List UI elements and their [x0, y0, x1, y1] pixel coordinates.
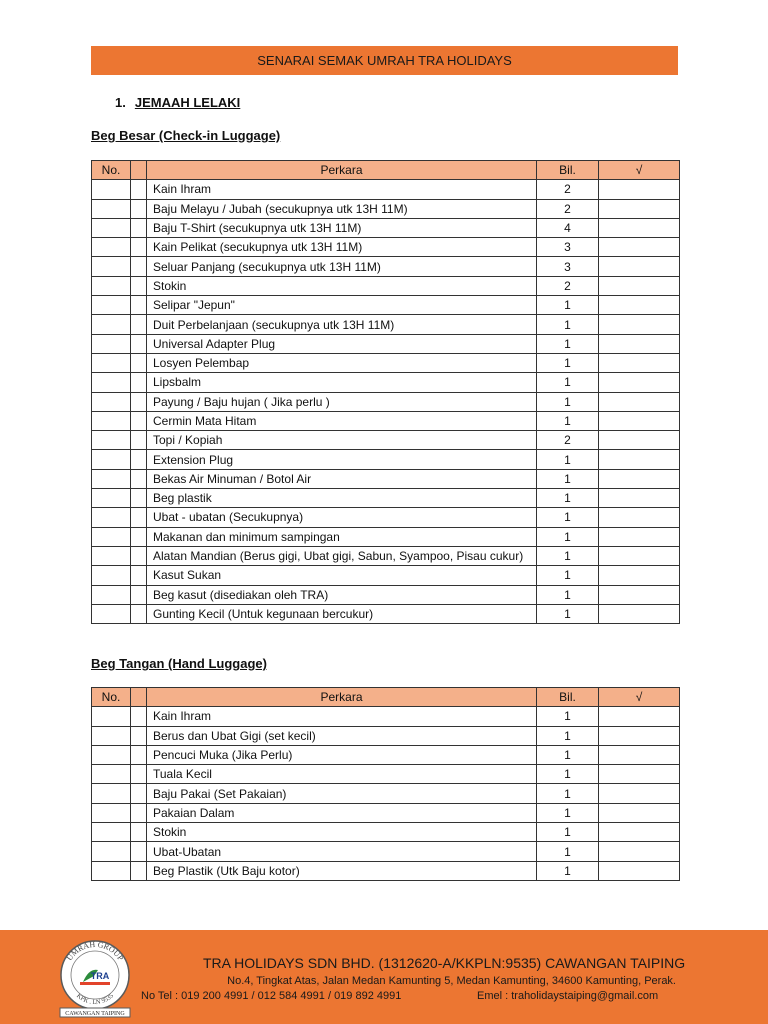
blank-cell — [131, 726, 147, 745]
blank-cell — [131, 745, 147, 764]
blank-cell — [131, 257, 147, 276]
logo-top-text: UMRAH GROUP — [64, 939, 126, 963]
no-cell — [92, 765, 131, 784]
check-cell — [599, 566, 680, 585]
blank-cell — [131, 765, 147, 784]
blank-cell — [131, 431, 147, 450]
column-header-item: Perkara — [147, 161, 537, 180]
no-cell — [92, 353, 131, 372]
table-row — [92, 566, 680, 585]
footer-company-name: TRA HOLIDAYS SDN BHD. (1312620-A/KKPLN:9535) CAWANGAN TAIPING — [203, 955, 686, 971]
qty-cell: 1 — [537, 784, 599, 803]
item-cell: Beg kasut (disediakan oleh TRA) — [147, 585, 537, 604]
blank-cell — [131, 276, 147, 295]
qty-cell: 1 — [537, 726, 599, 745]
table-row — [92, 745, 680, 764]
check-cell — [599, 199, 680, 218]
item-cell: Extension Plug — [147, 450, 537, 469]
no-cell — [92, 489, 131, 508]
item-cell: Kain Ihram — [147, 707, 537, 726]
company-logo — [54, 938, 136, 1020]
table-row — [92, 469, 680, 488]
column-header-qty: Bil. — [537, 688, 599, 707]
qty-cell: 1 — [537, 353, 599, 372]
blank-cell — [131, 315, 147, 334]
column-header-check: √ — [599, 161, 680, 180]
item-cell: Seluar Panjang (secukupnya utk 13H 11M) — [147, 257, 537, 276]
table-row — [92, 527, 680, 546]
item-cell: Stokin — [147, 276, 537, 295]
qty-cell: 2 — [537, 199, 599, 218]
qty-cell: 1 — [537, 508, 599, 527]
check-cell — [599, 765, 680, 784]
item-cell: Alatan Mandian (Berus gigi, Ubat gigi, Sabun, Syampoo, Pisau cukur) — [147, 546, 537, 565]
qty-cell: 1 — [537, 469, 599, 488]
item-cell: Makanan dan minimum sampingan — [147, 527, 537, 546]
blank-cell — [131, 411, 147, 430]
item-cell: Payung / Baju hujan ( Jika perlu ) — [147, 392, 537, 411]
item-cell: Beg Plastik (Utk Baju kotor) — [147, 861, 537, 880]
check-cell — [599, 392, 680, 411]
blank-cell — [131, 489, 147, 508]
item-cell: Kasut Sukan — [147, 566, 537, 585]
no-cell — [92, 726, 131, 745]
table-row — [92, 765, 680, 784]
blank-cell — [131, 707, 147, 726]
check-cell — [599, 546, 680, 565]
qty-cell: 1 — [537, 765, 599, 784]
qty-cell: 1 — [537, 411, 599, 430]
qty-cell: 1 — [537, 527, 599, 546]
item-cell: Bekas Air Minuman / Botol Air — [147, 469, 537, 488]
item-cell: Gunting Kecil (Untuk kegunaan bercukur) — [147, 604, 537, 623]
hand-luggage-table — [91, 687, 680, 881]
check-cell — [599, 450, 680, 469]
blank-cell — [131, 238, 147, 257]
table-row — [92, 489, 680, 508]
footer-address: No.4, Tingkat Atas, Jalan Medan Kamunting 5, Medan Kamunting, 34600 Kamunting, Perak. — [227, 975, 676, 987]
check-cell — [599, 604, 680, 623]
blank-cell — [131, 218, 147, 237]
no-cell — [92, 508, 131, 527]
blank-cell — [131, 823, 147, 842]
column-header-item: Perkara — [147, 688, 537, 707]
no-cell — [92, 199, 131, 218]
no-cell — [92, 823, 131, 842]
table-row — [92, 411, 680, 430]
no-cell — [92, 276, 131, 295]
item-cell: Stokin — [147, 823, 537, 842]
check-cell — [599, 469, 680, 488]
logo-bottom-text: KPK . LN 9535 — [75, 992, 115, 1007]
column-header-blank — [131, 688, 147, 707]
qty-cell: 1 — [537, 450, 599, 469]
no-cell — [92, 527, 131, 546]
check-cell — [599, 334, 680, 353]
qty-cell: 1 — [537, 745, 599, 764]
qty-cell: 1 — [537, 861, 599, 880]
section-heading — [115, 95, 240, 110]
blank-cell — [131, 803, 147, 822]
check-cell — [599, 823, 680, 842]
footer-phone: No Tel : 019 200 4991 / 012 584 4991 / 019 892 4991 — [141, 990, 402, 1002]
no-cell — [92, 257, 131, 276]
check-cell — [599, 373, 680, 392]
qty-cell: 1 — [537, 803, 599, 822]
item-cell: Baju T-Shirt (secukupnya utk 13H 11M) — [147, 218, 537, 237]
table-row — [92, 508, 680, 527]
no-cell — [92, 604, 131, 623]
qty-cell: 1 — [537, 604, 599, 623]
section-title: JEMAAH LELAKI — [134, 95, 241, 110]
check-cell — [599, 508, 680, 527]
column-header-no: No. — [92, 688, 131, 707]
item-cell: Cermin Mata Hitam — [147, 411, 537, 430]
table-row — [92, 726, 680, 745]
qty-cell: 1 — [537, 546, 599, 565]
table-row — [92, 315, 680, 334]
blank-cell — [131, 527, 147, 546]
table-row — [92, 296, 680, 315]
qty-cell: 3 — [537, 257, 599, 276]
check-cell — [599, 180, 680, 199]
no-cell — [92, 566, 131, 585]
qty-cell: 1 — [537, 489, 599, 508]
no-cell — [92, 469, 131, 488]
hand-luggage-title: Beg Tangan (Hand Luggage) — [91, 656, 267, 671]
blank-cell — [131, 784, 147, 803]
qty-cell: 1 — [537, 315, 599, 334]
item-cell: Kain Ihram — [147, 180, 537, 199]
no-cell — [92, 411, 131, 430]
table-row — [92, 842, 680, 861]
check-cell — [599, 411, 680, 430]
item-cell: Berus dan Ubat Gigi (set kecil) — [147, 726, 537, 745]
no-cell — [92, 784, 131, 803]
qty-cell: 2 — [537, 276, 599, 295]
table-row — [92, 546, 680, 565]
document-title: SENARAI SEMAK UMRAH TRA HOLIDAYS — [257, 53, 512, 68]
table-row — [92, 784, 680, 803]
item-cell: Baju Pakai (Set Pakaian) — [147, 784, 537, 803]
no-cell — [92, 842, 131, 861]
check-cell — [599, 803, 680, 822]
item-cell: Ubat-Ubatan — [147, 842, 537, 861]
item-cell: Lipsbalm — [147, 373, 537, 392]
check-cell — [599, 489, 680, 508]
qty-cell: 1 — [537, 707, 599, 726]
qty-cell: 3 — [537, 238, 599, 257]
qty-cell: 1 — [537, 296, 599, 315]
no-cell — [92, 745, 131, 764]
no-cell — [92, 296, 131, 315]
table-row — [92, 392, 680, 411]
qty-cell: 1 — [537, 585, 599, 604]
table-row — [92, 450, 680, 469]
item-cell: Losyen Pelembap — [147, 353, 537, 372]
item-cell: Tuala Kecil — [147, 765, 537, 784]
column-header-no: No. — [92, 161, 131, 180]
qty-cell: 1 — [537, 842, 599, 861]
no-cell — [92, 218, 131, 237]
blank-cell — [131, 585, 147, 604]
item-cell: Pakaian Dalam — [147, 803, 537, 822]
check-cell — [599, 315, 680, 334]
check-cell — [599, 353, 680, 372]
footer-email: Emel : traholidaystaiping@gmail.com — [477, 990, 659, 1002]
column-header-qty: Bil. — [537, 161, 599, 180]
no-cell — [92, 861, 131, 880]
section-number: 1. — [115, 95, 126, 110]
table-row — [92, 353, 680, 372]
item-cell: Universal Adapter Plug — [147, 334, 537, 353]
check-cell — [599, 585, 680, 604]
table-row — [92, 373, 680, 392]
check-cell — [599, 745, 680, 764]
blank-cell — [131, 373, 147, 392]
table-row — [92, 585, 680, 604]
check-cell — [599, 842, 680, 861]
checkin-luggage-table — [91, 160, 680, 624]
blank-cell — [131, 450, 147, 469]
table-row — [92, 604, 680, 623]
table-header-row — [92, 688, 680, 707]
logo-stripe — [80, 982, 110, 985]
blank-cell — [131, 199, 147, 218]
blank-cell — [131, 508, 147, 527]
qty-cell: 1 — [537, 392, 599, 411]
table-row — [92, 276, 680, 295]
no-cell — [92, 585, 131, 604]
qty-cell: 1 — [537, 823, 599, 842]
logo-ribbon-text: CAWANGAN TAIPING — [65, 1011, 125, 1017]
table-row — [92, 431, 680, 450]
no-cell — [92, 392, 131, 411]
item-cell: Selipar "Jepun" — [147, 296, 537, 315]
check-cell — [599, 218, 680, 237]
item-cell: Topi / Kopiah — [147, 431, 537, 450]
column-header-blank — [131, 161, 147, 180]
check-cell — [599, 784, 680, 803]
blank-cell — [131, 546, 147, 565]
check-cell — [599, 726, 680, 745]
no-cell — [92, 707, 131, 726]
table-row — [92, 238, 680, 257]
blank-cell — [131, 296, 147, 315]
check-cell — [599, 707, 680, 726]
no-cell — [92, 803, 131, 822]
table-row — [92, 218, 680, 237]
qty-cell: 2 — [537, 431, 599, 450]
check-cell — [599, 527, 680, 546]
blank-cell — [131, 353, 147, 372]
item-cell: Duit Perbelanjaan (secukupnya utk 13H 11M) — [147, 315, 537, 334]
blank-cell — [131, 842, 147, 861]
no-cell — [92, 431, 131, 450]
blank-cell — [131, 180, 147, 199]
table-row — [92, 707, 680, 726]
check-cell — [599, 296, 680, 315]
item-cell: Pencuci Muka (Jika Perlu) — [147, 745, 537, 764]
qty-cell: 1 — [537, 334, 599, 353]
item-cell: Ubat - ubatan (Secukupnya) — [147, 508, 537, 527]
checkin-luggage-title: Beg Besar (Check-in Luggage) — [91, 128, 281, 143]
table-row — [92, 861, 680, 880]
table-row — [92, 257, 680, 276]
column-header-check: √ — [599, 688, 680, 707]
qty-cell: 4 — [537, 218, 599, 237]
check-cell — [599, 431, 680, 450]
item-cell: Kain Pelikat (secukupnya utk 13H 11M) — [147, 238, 537, 257]
no-cell — [92, 238, 131, 257]
blank-cell — [131, 861, 147, 880]
logo-brand: TRA — [90, 971, 110, 981]
item-cell: Beg plastik — [147, 489, 537, 508]
table-row — [92, 803, 680, 822]
no-cell — [92, 546, 131, 565]
no-cell — [92, 334, 131, 353]
check-cell — [599, 238, 680, 257]
table-header-row — [92, 161, 680, 180]
no-cell — [92, 373, 131, 392]
table-row — [92, 823, 680, 842]
blank-cell — [131, 334, 147, 353]
blank-cell — [131, 392, 147, 411]
no-cell — [92, 450, 131, 469]
check-cell — [599, 257, 680, 276]
no-cell — [92, 180, 131, 199]
no-cell — [92, 315, 131, 334]
check-cell — [599, 861, 680, 880]
qty-cell: 2 — [537, 180, 599, 199]
qty-cell: 1 — [537, 373, 599, 392]
blank-cell — [131, 604, 147, 623]
footer-contact — [141, 990, 659, 1002]
title-banner — [91, 46, 678, 75]
blank-cell — [131, 566, 147, 585]
table-row — [92, 180, 680, 199]
qty-cell: 1 — [537, 566, 599, 585]
check-cell — [599, 276, 680, 295]
table-row — [92, 199, 680, 218]
blank-cell — [131, 469, 147, 488]
item-cell: Baju Melayu / Jubah (secukupnya utk 13H 11M) — [147, 199, 537, 218]
table-row — [92, 334, 680, 353]
